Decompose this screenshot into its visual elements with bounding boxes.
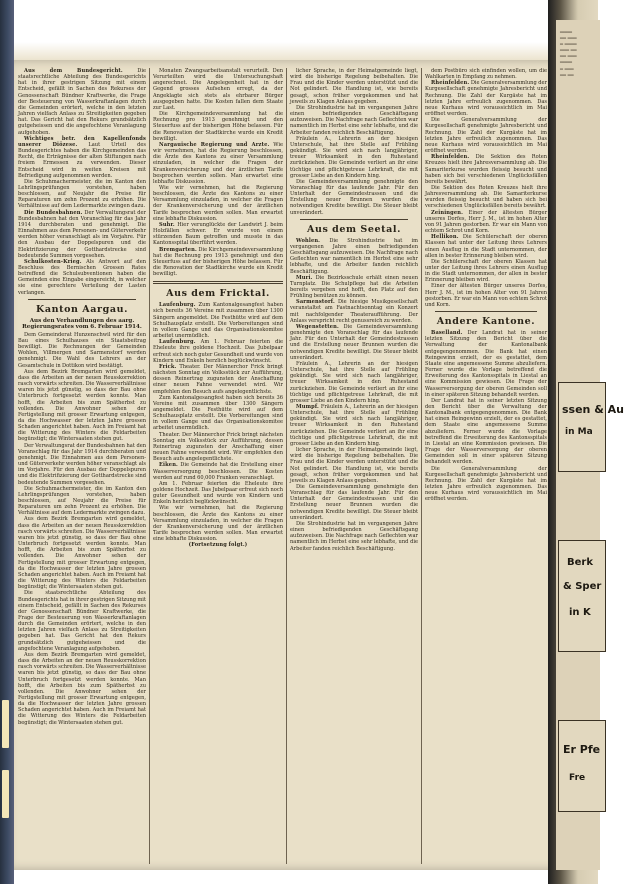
article-heading: Bremgarten. — [159, 246, 197, 253]
article-text: Die staatsrechtliche Abteilung des Bundesgerichts hat in ihrer gestrigen Sitzung mit einem Entscheid, gefällt in Sachen des Rekurses der Genossenschaft Bündner Kraftwerke, die Frage der Besteuerung von Wasserkraftanlagen durch die Gemeinden erörtert, welche in den letzten Jahren vielfach Anlass zu Streitigkeiten gegeben hat. Das Gericht hat den Rekurs grundsätzlich gutgeheissen und die angefochtene Veranlagung aufgehoben. — [18, 590, 146, 652]
divider — [153, 281, 283, 284]
article-text: Fräulein A., Lehrerin an der hiesigen Unterschule, hat ihre Stelle auf Frühling gekündigt. Sie wird sich nach langjähriger, treuer Wirksamkeit in den Ruhestand zurückziehen. Die Gemeinde verliert an ihr eine tüchtige und pflichtgetreue Lehrkraft, die mit grosser Liebe an den Kindern hing. — [290, 135, 418, 179]
divider — [28, 299, 136, 300]
adjacent-text: ════ ══ ═══ ═ ════ ═══ ══ ══ ═══ ════ ═ ═══ ══ ══ — [560, 30, 577, 79]
advertisement — [558, 382, 624, 472]
article-heading: Laufenburg. — [159, 302, 196, 309]
article-heading: Wegenstetten. — [296, 323, 339, 330]
spine-label — [2, 700, 9, 748]
article-text: Theater. Der Männerchor Frick bringt nächsten Sonntag ein Volksstück zur Aufführung, dessen Reinertrag zugunsten der Anschaffung einer neuen Fahne verwendet wird. Wir empfehlen den Besuch aufs angelegentlichste. — [153, 431, 283, 463]
article-text: Die Strohindustrie hat im vergangenen Jahre einen befriedigenden Geschäftsgang aufzuweisen. Die Nachfrage nach Geflechten war namentlich im Herbst eine sehr lebhafte, und die Arbeiter fanden reichlich Beschäftigung. — [290, 104, 418, 136]
divider — [300, 219, 408, 220]
article-heading: Sarmenstorf. — [296, 299, 335, 306]
article-heading: Die Bundesbahnen. — [24, 209, 83, 216]
column-1 — [18, 68, 146, 864]
article-heading: Aus den Verhandlungen des aarg. Regierungsrates vom 6. Februar 1914. — [22, 317, 142, 331]
article-text: Die Kirchgemeindeversammlung hat die Rechnung pro 1913 genehmigt und den Steuerfuss auf der bisherigen Höhe belassen. Für die Renovation der Stadtkirche wurde ein Kredit bewilligt. — [153, 246, 284, 278]
page-top-edge — [14, 0, 574, 60]
section-title: Kanton Aargau. — [35, 303, 128, 315]
article-text: Die Gemeindeversammlung genehmigte den Voranschlag für das laufende Jahr. Für den Unterhalt der Gemeindestrassen und die Erstellung neuer Brunnen wurden die notwendigen Kredite bewilligt. Die Steuer bleibt unverändert. — [290, 178, 418, 216]
article-heading: Rheinfelden. — [431, 154, 470, 161]
article-heading: Hellikon. — [431, 234, 459, 241]
article-text: Die Generalversammlung der Kurgesellschaft genehmigte Jahresbericht und Rechnung. Die Zahl der Kurgäste hat im letzten Jahre erfreulich zugenommen. Das neue Kurhaus wird voraussichtlich im Mai eröffnet werden. — [425, 117, 547, 155]
advertisement — [558, 720, 606, 812]
ad-text: in Ma — [565, 427, 593, 437]
article-text: Die Kirchgemeindeversammlung hat die Rechnung pro 1913 genehmigt und den Steuerfuss auf der bisherigen Höhe belassen. Für die Renovation der Stadtkirche wurde ein Kredit bewilligt. — [153, 111, 283, 142]
article-heading: Zeiningen. — [431, 209, 464, 216]
article-text: Laut Urteil des Bundesgerichtes haben die Kirchgemeinden das Recht, die Erträgnisse der alten Stiftungen nach freiem Ermessen zu verwenden. Dieser Entscheid wird in weiten Kreisen mit Befriedigung aufgenommen werden. — [18, 141, 146, 179]
article-text: Dem Gemeinderat Hunzenschwil wird für den Bau eines Schulhauses ein Staatsbeitrag bewilligt. Die Rechnungen der Gemeinden Wohlen, Villmergen und Sarmenstorf werden genehmigt. Die Wahl des Lehrers an der Gesamtschule in Dottikon wird bestätigt. — [18, 331, 146, 369]
article-text: Die Sektion des Roten Kreuzes hielt ihre Jahresversammlung ab. Die Samariterkurse wurden fleissig besucht und haben sich bei verschiedenen Unglücksfällen bereits bewährt. — [425, 154, 548, 185]
section-title: Aus dem Fricktal. — [166, 288, 270, 300]
ad-text: & Sper — [563, 581, 602, 592]
article-text: Die Generalversammlung der Kurgesellschaft genehmigte Jahresbericht und Rechnung. Die Zahl der Kurgäste hat im letzten Jahre erfreulich zugenommen. Das neue Kurhaus wird voraussichtlich im Mai eröffnet werden. — [425, 465, 547, 503]
column-rule — [149, 68, 150, 864]
article-text: Der Verwaltungsrat der Bundesbahnen hat den Voranschlag für das Jahr 1914 durchberaten und genehmigt. Die Einnahmen aus dem Personen- und Güterverkehr werden höher veranschlagt als im Vorjahre. Für den Ausbau der Doppelspuren und die Elektrifizierung der Gotthardstrecke sind bedeutende Summen vorgesehen. — [18, 442, 146, 486]
article-text: Die Schuhmachermeister, die im Kanton den Lehrlingsprüfungen vorstehen, haben beschlossen, auf Neujahr die Preise für Reparaturen um zehn Prozent zu erhöhen. Die Verhältnisse auf dem Ledermarkte zwingen dazu. — [18, 178, 146, 210]
ad-text: Er Pfe — [563, 743, 601, 756]
article-text: Die Sektion des Roten Kreuzes hielt ihre Jahresversammlung ab. Die Samariterkurse wurden fleissig besucht und haben sich bei verschiedenen Unglücksfällen bereits bewährt. — [425, 184, 547, 210]
article-heading: Wichtiges betr. den Kapellenfonds unserer Diözese. — [18, 135, 146, 148]
adjacent-page — [556, 20, 624, 870]
article-text: Am 1. Februar feierten die Eheleute ihre goldene Hochzeit. Das Jubelpaar erfreut sich noch guter Gesundheit und wurde von Kindern und Enkeln herzlich beglückwünscht. — [153, 480, 283, 506]
article-heading: Baselland. — [431, 330, 463, 337]
article-text: Fräulein A., Lehrerin an der hiesigen Unterschule, hat ihre Stelle auf Frühling gekündigt. Sie wird sich nach langjähriger, treuer Wirksamkeit in den Ruhestand zurückziehen. Die Gemeinde verliert an ihr eine tüchtige und pflichtgetreue Lehrkraft, die mit grosser Liebe an den Kindern hing. — [290, 360, 418, 404]
article-text: Wie wir vernehmen, hat die Regierung beschlossen, die Ärzte des Kantons zu einer Versammlung einzuladen, in welcher die Fragen der Krankenversicherung und der ärztlichen Tarife besprochen werden sollen. Man erwartet eine lebhafte Diskussion. — [153, 505, 283, 543]
article-heading: Laufenburg. — [159, 339, 196, 346]
article-text: licher Sprache, in der Heimatgemeinde liegt, wird die bisherige Regelung beibehalten. Die Frau und die Kinder werden unterstützt und die Not gelindert. Die Handlung ist, wie bereits gesagt, schon früher vorgekommen und hat jeweils zu Klagen Anlass gegeben. — [290, 68, 418, 105]
column-4 — [425, 68, 547, 864]
article-text: Der Verwaltungsrat der Bundesbahnen hat den Voranschlag für das Jahr 1914 durchberaten und genehmigt. Die Einnahmen aus dem Personen- und Güterverkehr werden höher veranschlagt als im Vorjahre. Für den Ausbau der Doppelspuren und die Elektrifizierung der Gotthardstrecke sind bedeutende Summen vorgesehen. — [18, 209, 146, 259]
article-heading: Nargauische Regierung und Arzte. — [159, 141, 270, 148]
article-text: Aus dem Bezirk Bremgarten wird gemeldet, dass die Arbeiten an der neuen Reusskorrektion rasch vorwärts schreiten. Die Wasserverhältnisse waren bis jetzt günstig, so dass der Bau ohne Unterbruch fortgesetzt werden konnte. Man hofft, die Arbeiten bis zum Spätherbst zu vollenden. Die Anwohner sehen der Fertigstellung mit grosser Erwartung entgegen, da die Hochwasser der letzten Jahre grossen Schaden angerichtet haben. Auch im Freiamt hat die Witterung des Winters die Feldarbeiten begünstigt; die Wintersaaten stehen gut. — [18, 368, 146, 443]
article-heading: Suhr. — [159, 221, 175, 228]
column-rule — [421, 68, 422, 864]
article-text: Aus dem Bezirk Bremgarten wird gemeldet, dass die Arbeiten an der neuen Reusskorrektion rasch vorwärts schreiten. Die Wasserverhältnisse waren bis jetzt günstig, so dass der Bau ohne Unterbruch fortgesetzt werden konnte. Man hofft, die Arbeiten bis zum Spätherbst zu vollenden. Die Anwohner sehen der Fertigstellung mit grosser Erwartung entgegen, da die Hochwasser der letzten Jahre grossen Schaden angerichtet haben. Auch im Freiamt hat die Witterung des Winters die Feldarbeiten begünstigt; die Wintersaaten stehen gut. — [18, 516, 146, 591]
article-text: Wie wir vernehmen, hat die Regierung beschlossen, die Ärzte des Kantons zu einer Versammlung einzuladen, in welcher die Fragen der Krankenversicherung und der ärztlichen Tarife besprochen werden sollen. Man erwartet eine lebhafte Diskussion. — [153, 141, 283, 185]
article-heading: Mumpf. — [296, 403, 319, 410]
article-text: Die Schülerschaft der oberen Klassen hat unter der Leitung ihres Lehrers einen Ausflug in die Stadt unternommen, der allen in bester Erinnerung bleiben wird. — [425, 258, 547, 284]
article-heading: Schulkosten-Krieg. — [24, 258, 82, 265]
article-text: Am 1. Februar feierten die Eheleute ihre goldene Hochzeit. Das Jubelpaar erfreut sich noch guter Gesundheit und wurde von Kindern und Enkeln herzlich beglückwünscht. — [153, 339, 283, 364]
article-text: Die Bezirksschule erhält einen neuen Turnplatz. Die Schulpflege hat die Arbeiten bereits vergeben und hofft, den Platz auf den Frühling benützen zu können. — [290, 274, 418, 300]
article-text: Die Schuhmachermeister, die im Kanton den Lehrlingsprüfungen vorstehen, haben beschlossen, auf Neujahr die Preise für Reparaturen um zehn Prozent zu erhöhen. Die Verhältnisse auf dem Ledermarkte zwingen dazu. — [18, 485, 146, 517]
column-2 — [153, 68, 283, 864]
ad-text: in K — [569, 607, 591, 618]
continued-note: (Fortsetzung folgt.) — [188, 542, 248, 549]
article-text: Zum Kantonalgesangfest haben sich bereits 36 Vereine mit zusammen über 1300 Sängern angemeldet. Die Festhütte wird auf dem Schulhausplatz erstellt. Die Vorbereitungen sind in vollem Gange und das Organisationskomitee arbeitet unermüdlich. — [153, 302, 283, 340]
article-text: Zum Kantonalgesangfest haben sich bereits 36 Vereine mit zusammen über 1300 Sängern angemeldet. Die Festhütte wird auf dem Schulhausplatz erstellt. Die Vorbereitungen sind in vollem Gange und das Organisationskomitee arbeitet unermüdlich. — [153, 394, 283, 432]
article-text: Der Landrat hat in seiner letzten Sitzung den Bericht über die Verwaltung der Kantonalbank entgegengenommen. Die Bank hat einen Reingewinn erzielt, der es gestattet, dem Staate eine angemessene Summe abzuliefern. Ferner wurde die Vorlage betreffend die Erweiterung des Kantonsspitals in Liestal an eine Kommission gewiesen. Die Frage der Wasserversorgung der oberen Gemeinden soll in einer späteren Sitzung behandelt werden. — [425, 397, 547, 466]
article-text: Die Gemeindeversammlung genehmigte den Voranschlag für das laufende Jahr. Für den Unterhalt der Gemeindestrassen und die Erstellung neuer Brunnen wurden die notwendigen Kredite bewilligt. Die Steuer bleibt unverändert. — [290, 323, 418, 361]
article-text: Wie wir vernehmen, hat die Regierung beschlossen, die Ärzte des Kantons zu einer Versammlung einzuladen, in welcher die Fragen der Krankenversicherung und der ärztlichen Tarife besprochen werden sollen. Man erwartet eine lebhafte Diskussion. — [153, 184, 283, 222]
article-text: Die Gemeindeversammlung genehmigte den Voranschlag für das laufende Jahr. Für den Unterhalt der Gemeindestrassen und die Erstellung neuer Brunnen wurden die notwendigen Kredite bewilligt. Die Steuer bleibt unverändert. — [290, 484, 418, 521]
advertisement — [558, 540, 606, 652]
ad-text: Fre — [569, 773, 586, 783]
article-text: Die Gemeinde hat die Erstellung einer Wasserversorgung beschlossen. Die Kosten werden auf rund 60,000 Franken veranschlagt. — [153, 462, 283, 481]
book-spine — [0, 0, 14, 884]
article-text: Als Antwort auf den Beschluss des Bernischen Grossen Rates betreffend die Schulsubventionen haben die Gemeinden eine Eingabe eingereicht, in welcher sie eine gerechtere Verteilung der Lasten verlangen. — [18, 258, 146, 296]
article-text: Der Landrat hat in seiner letzten Sitzung den Bericht über die Verwaltung der Kantonalbank entgegengenommen. Die Bank hat einen Reingewinn erzielt, der es gestattet, dem Staate eine angemessene Summe abzuliefern. Ferner wurde die Vorlage betreffend die Erweiterung des Kantonsspitals in Liestal an eine Kommission gewiesen. Die Frage der Wasserversorgung der oberen Gemeinden soll in einer späteren Sitzung behandelt werden. — [425, 330, 548, 398]
article-text: Die Schülerschaft der oberen Klassen hat unter der Leitung ihres Lehrers einen Ausflug in die Stadt unternommen, der allen in bester Erinnerung bleiben wird. — [425, 234, 548, 259]
article-heading: Frick. — [159, 363, 177, 370]
article-text: Die Strohindustrie hat im vergangenen Jahre einen befriedigenden Geschäftsgang aufzuweisen. Die Nachfrage nach Geflechten war namentlich im Herbst eine sehr lebhafte, und die Arbeiter fanden reichlich Beschäftigung. — [290, 237, 419, 275]
article-text: Die Strohindustrie hat im vergangenen Jahre einen befriedigenden Geschäftsgang aufzuweisen. Die Nachfrage nach Geflechten war namentlich im Herbst eine sehr lebhafte, und die Arbeiter fanden reichlich Beschäftigung. — [290, 520, 418, 552]
article-text: Aus dem Bezirk Bremgarten wird gemeldet, dass die Arbeiten an der neuen Reusskorrektion rasch vorwärts schreiten. Die Wasserverhältnisse waren bis jetzt günstig, so dass der Bau ohne Unterbruch fortgesetzt werden konnte. Man hofft, die Arbeiten bis zum Spätherbst zu vollenden. Die Anwohner sehen der Fertigstellung mit grosser Erwartung entgegen, da die Hochwasser der letzten Jahre grossen Schaden angerichtet haben. Auch im Freiamt hat die Witterung des Winters die Feldarbeiten begünstigt; die Wintersaaten stehen gut. — [18, 651, 146, 726]
column-rule — [286, 68, 287, 864]
article-text: Die Generalversammlung der Kurgesellschaft genehmigte Jahresbericht und Rechnung. Die Zahl der Kurgäste hat im letzten Jahre erfreulich zugenommen. Das neue Kurhaus wird voraussichtlich im Mai eröffnet werden. — [425, 80, 547, 118]
divider — [435, 311, 537, 312]
column-3 — [290, 68, 418, 864]
article-text: dem Postbüro sich einfinden wollen, um die Wahlkarten in Empfang zu nehmen. — [425, 68, 547, 81]
article-text: Theater. Der Männerchor Frick bringt nächsten Sonntag ein Volksstück zur Aufführung, dessen Reinertrag zugunsten der Anschaffung einer neuen Fahne verwendet wird. Wir empfehlen den Besuch aufs angelegentlichste. — [153, 363, 284, 395]
article-text: Die staatsrechtliche Abteilung des Bundesgerichts hat in ihrer gestrigen Sitzung mit einem Entscheid, gefällt in Sachen des Rekurses der Genossenschaft Bündner Kraftwerke, die Frage der Besteuerung von Wasserkraftanlagen durch die Gemeinden erörtert, welche in den letzten Jahren vielfach Anlass zu Streitigkeiten gegeben hat. Das Gericht hat den Rekurs grundsätzlich gutgeheissen und die angefochtene Veranlagung aufgehoben. — [18, 68, 146, 136]
article-text: licher Sprache, in der Heimatgemeinde liegt, wird die bisherige Regelung beibehalten. Die Frau und die Kinder werden unterstützt und die Not gelindert. Die Handlung ist, wie bereits gesagt, schon früher vorgekommen und hat jeweils zu Klagen Anlass gegeben. — [290, 447, 418, 484]
article-heading: Rheinfelden. — [431, 80, 470, 87]
article-heading: Wohlen. — [296, 237, 321, 244]
article-text: Einer der ältesten Bürger unseres Dorfes, Herr J. M., ist im hohen Alter von 91 Jahren gestorben. Er war ein Mann von echtem Schrot und Korn. — [425, 283, 547, 308]
spine-label — [2, 770, 9, 818]
newspaper-page — [14, 60, 566, 870]
article-text: Einer der ältesten Bürger unseres Dorfes, Herr J. M., ist im hohen Alter von 91 Jahren gestorben. Er war ein Mann von echtem Schrot und Korn. — [425, 209, 547, 235]
article-text: Die hiesige Musikgesellschaft veranstaltet am Fastnachtsonntag ein Konzert mit nachfolgender Theateraufführung. Der Anlass verspricht recht genussreich zu werden. — [290, 299, 418, 324]
ad-text: ssen & Au — [562, 403, 624, 416]
article-text: Hier verunglückte der Landwirt J. beim Holzfällen schwer. Er wurde von einem stürzenden Baum getroffen und musste in das Kantonsspital überführt werden. — [153, 221, 283, 247]
ad-text: Berk — [567, 557, 593, 568]
article-text: Monaten Zwangsarbeitsanstalt verurteilt. Den Verurteilten wird die Untersuchungshaft angerechnet. Die Angelegenheit hat in der Gegend grosses Aufsehen erregt, da der Angeklagte sich stets als ehrbarer Bürger ausgegeben hatte. Die Kosten fallen dem Staate zur Last. — [153, 68, 283, 111]
article-heading: Eiken. — [159, 462, 178, 469]
section-title: Andere Kantone. — [436, 316, 536, 328]
article-text: Fräulein A., Lehrerin an der hiesigen Unterschule, hat ihre Stelle auf Frühling gekündigt. Sie wird sich nach langjähriger, treuer Wirksamkeit in den Ruhestand zurückziehen. Die Gemeinde verliert an ihr eine tüchtige und pflichtgetreue Lehrkraft, die mit grosser Liebe an den Kindern hing. — [290, 403, 418, 447]
article-heading: Aus dem Bundesgericht. — [24, 68, 123, 74]
section-title: Aus dem Seetal. — [307, 223, 401, 235]
article-heading: Muri. — [296, 274, 313, 281]
